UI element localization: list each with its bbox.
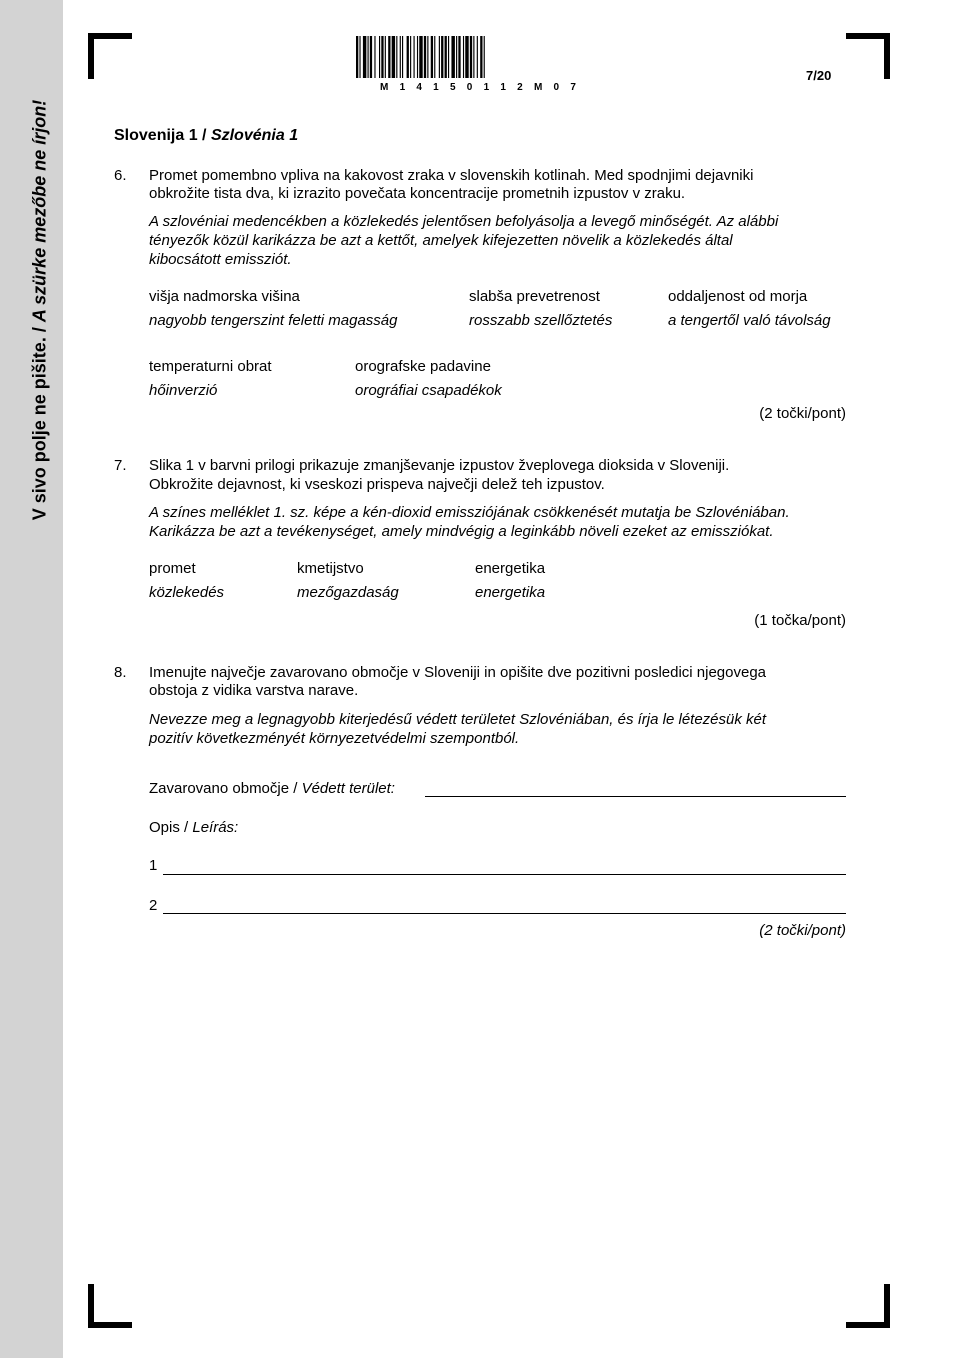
barcode-bar bbox=[392, 36, 395, 78]
description-label-sl: Opis / bbox=[149, 819, 193, 836]
barcode bbox=[356, 36, 602, 78]
barcode-bar bbox=[414, 36, 415, 78]
q6-option-sl[interactable]: slabša prevetrenost bbox=[469, 288, 600, 305]
barcode-bar bbox=[431, 36, 433, 78]
barcode-char: 5 bbox=[449, 82, 456, 93]
barcode-bar bbox=[448, 36, 449, 78]
heading-hu: Szlovénia 1 bbox=[210, 127, 299, 144]
barcode-char: M bbox=[380, 82, 389, 93]
q6-option-hu[interactable]: orográfiai csapadékok bbox=[355, 382, 502, 399]
barcode-bar bbox=[419, 36, 422, 78]
q8-text-hu: Nevezze meg a legnagyobb kiterjedésű védett területet Szlovéniában, és írja le létezésük két bbox=[149, 711, 767, 728]
barcode-char: 4 bbox=[416, 82, 422, 93]
barcode-bar bbox=[470, 36, 472, 78]
barcode-bar bbox=[484, 36, 485, 78]
q7-option-hu[interactable]: energetika bbox=[475, 584, 546, 601]
barcode-text bbox=[356, 82, 602, 93]
barcode-char: 1 bbox=[500, 82, 506, 93]
q7-number: 7. bbox=[114, 457, 127, 474]
description-answer-line-2[interactable] bbox=[163, 913, 846, 914]
q8-text-sl: Imenujte največje zavarovano območje v Sloveniji in opišite dve pozitivni posledici njegovega bbox=[149, 664, 767, 681]
margin-note-sl: V sivo polje ne pišite. bbox=[29, 337, 50, 521]
margin-note-separator: / bbox=[29, 322, 50, 338]
barcode-bar bbox=[463, 36, 464, 78]
q6-option-sl[interactable]: višja nadmorska višina bbox=[149, 288, 300, 305]
barcode-char: 0 bbox=[466, 82, 473, 93]
barcode-bar bbox=[370, 36, 372, 78]
answer-line-number: 1 bbox=[149, 857, 158, 874]
q6-text-sl: Promet pomembno vpliva na kakovost zraka v slovenskih kotlinah. Med spodnjimi dejavniki bbox=[149, 167, 754, 184]
q8-text-hu: pozitív következményét környezetvédelmi szempontból. bbox=[149, 730, 520, 747]
barcode-bar bbox=[456, 36, 457, 78]
barcode-bar bbox=[396, 36, 397, 78]
barcode-bar bbox=[441, 36, 443, 78]
barcode-bar bbox=[402, 36, 403, 78]
q7-option-hu[interactable]: közlekedés bbox=[149, 584, 225, 601]
q7-text-sl: Obkrožite dejavnost, ki vseskozi prispeva največji delež teh izpustov. bbox=[149, 476, 605, 493]
q7-text-hu: A színes melléklet 1. sz. képe a kén-dioxid emissziójának csökkenését mutatja be Szlovéniában. bbox=[149, 504, 790, 521]
barcode-bar bbox=[477, 36, 478, 78]
barcode-bar bbox=[410, 36, 411, 78]
q6-option-sl[interactable]: temperaturni obrat bbox=[149, 358, 272, 375]
margin-note-hu: A szürke mezőbe ne írjon! bbox=[29, 99, 50, 323]
q7-text-sl: Slika 1 v barvni prilogi prikazuje zmanjševanje izpustov žveplovega dioksida v Sloveniji. bbox=[149, 457, 730, 474]
area-label-sl: Zavarovano območje / bbox=[149, 780, 302, 797]
barcode-bar bbox=[451, 36, 454, 78]
barcode-bar bbox=[480, 36, 482, 78]
corner-mark-top-left bbox=[88, 33, 132, 79]
section-heading bbox=[114, 126, 298, 145]
barcode-bar bbox=[458, 36, 460, 78]
area-label-hu: Védett terület: bbox=[301, 780, 395, 797]
barcode-char: 2 bbox=[517, 82, 523, 93]
barcode-bar bbox=[427, 36, 428, 78]
q6-text-sl: obkrožite tista dva, ki izrazito povečata koncentracije prometnih izpustov v zraku. bbox=[149, 185, 686, 202]
barcode-char: 1 bbox=[433, 82, 439, 93]
barcode-char: 1 bbox=[483, 82, 490, 93]
barcode-bar bbox=[381, 36, 383, 78]
barcode-bar bbox=[445, 36, 447, 78]
q6-text-hu: tényezők közül karikázza be azt a kettőt, amelyek kifejezetten növelik a közlekedés által bbox=[149, 232, 733, 249]
barcode-bar bbox=[363, 36, 366, 78]
area-label bbox=[149, 779, 395, 798]
barcode-bar bbox=[439, 36, 440, 78]
barcode-bar bbox=[359, 36, 360, 78]
q8-text-sl: obstoja z vidika varstva narave. bbox=[149, 682, 359, 699]
q6-option-hu[interactable]: nagyobb tengerszint feletti magasság bbox=[149, 312, 398, 329]
barcode-char: 1 bbox=[399, 82, 406, 93]
q6-number: 6. bbox=[114, 167, 127, 184]
barcode-bar bbox=[385, 36, 386, 78]
corner-mark-bottom-right bbox=[846, 1284, 890, 1328]
q7-option-hu[interactable]: mezőgazdaság bbox=[297, 584, 399, 601]
q6-text-hu: A szlovéniai medencékben a közlekedés jelentősen befolyásolja a levegő minőségét. Az alábbi bbox=[149, 213, 779, 230]
heading-sl: Slovenija 1 bbox=[114, 127, 198, 144]
q7-points: (1 točka/pont) bbox=[754, 612, 846, 629]
barcode-char: 7 bbox=[570, 82, 576, 93]
q7-text-hu: Karikázza be azt a tevékenységet, amely mindvégig a leginkább növeli ezeket az emissziókat. bbox=[149, 523, 774, 540]
answer-line-number: 2 bbox=[149, 897, 158, 914]
barcode-bar bbox=[473, 36, 474, 78]
barcode-bar bbox=[400, 36, 401, 78]
barcode-bar bbox=[388, 36, 390, 78]
barcode-bar bbox=[368, 36, 369, 78]
barcode-bar bbox=[356, 36, 358, 78]
q6-option-sl[interactable]: oddaljenost od morja bbox=[668, 288, 808, 305]
barcode-bar bbox=[379, 36, 380, 78]
barcode-bar bbox=[424, 36, 426, 78]
q6-option-hu[interactable]: a tengertől való távolság bbox=[668, 312, 831, 329]
barcode-bar bbox=[434, 36, 435, 78]
q8-points: (2 točki/pont) bbox=[759, 922, 846, 939]
area-answer-line[interactable] bbox=[425, 796, 846, 797]
q7-option-sl[interactable]: kmetijstvo bbox=[297, 560, 364, 577]
q7-option-sl[interactable]: promet bbox=[149, 560, 196, 577]
description-answer-line-1[interactable] bbox=[163, 874, 846, 875]
q6-option-hu[interactable]: hőinverzió bbox=[149, 382, 218, 399]
q7-option-sl[interactable]: energetika bbox=[475, 560, 546, 577]
q8-number: 8. bbox=[114, 664, 127, 681]
barcode-bar bbox=[417, 36, 418, 78]
margin-note bbox=[30, 100, 51, 520]
barcode-char: M bbox=[533, 82, 543, 93]
barcode-bar bbox=[465, 36, 468, 78]
barcode-bar bbox=[374, 36, 375, 78]
q6-option-sl[interactable]: orografske padavine bbox=[355, 358, 491, 375]
q6-option-hu[interactable]: rosszabb szellőztetés bbox=[469, 312, 613, 329]
corner-mark-bottom-left bbox=[88, 1284, 132, 1328]
heading-separator: / bbox=[197, 127, 211, 144]
q6-points: (2 točki/pont) bbox=[759, 405, 846, 422]
barcode-bar bbox=[407, 36, 409, 78]
barcode-char: 0 bbox=[553, 82, 560, 93]
page-number: 7/20 bbox=[806, 68, 832, 83]
gray-margin-strip bbox=[0, 0, 63, 1358]
corner-mark-top-right bbox=[846, 33, 890, 79]
description-label-hu: Leírás: bbox=[192, 819, 239, 836]
description-label bbox=[149, 818, 238, 837]
q6-text-hu: kibocsátott emissziót. bbox=[149, 251, 292, 268]
